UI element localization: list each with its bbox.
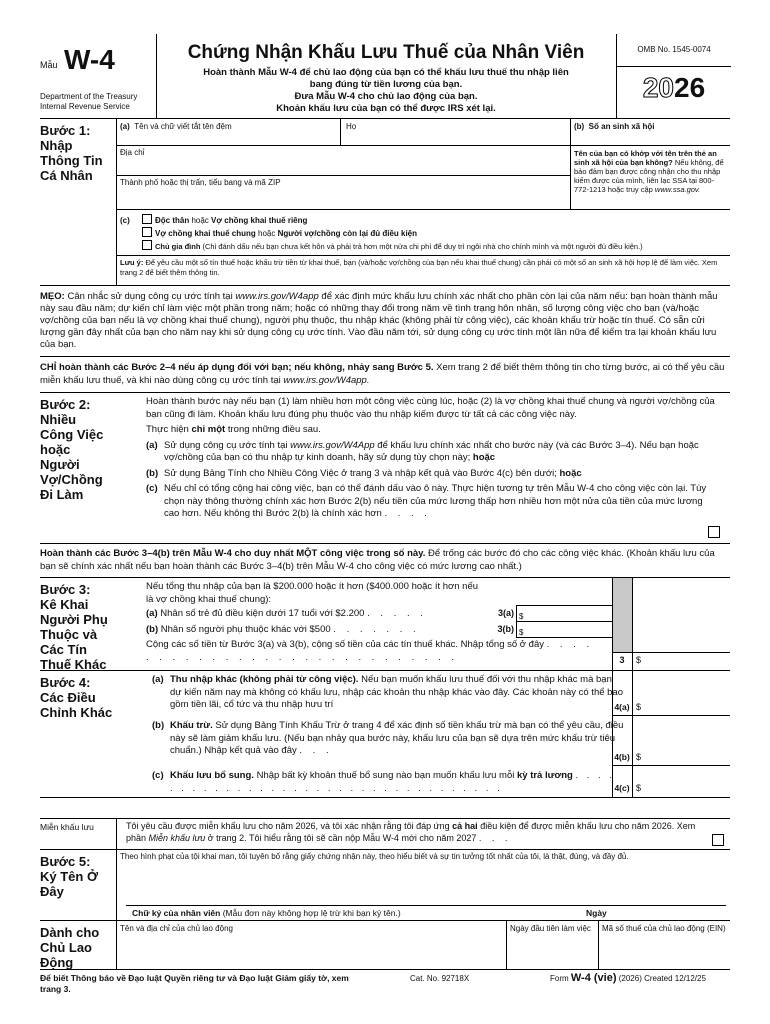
privacy-notice: Để biết Thông báo về Đạo luật Quyền riêng tư và Đạo luật Giảm giấy tờ, xem trang 3. [40,973,349,994]
step-subtitle: Nhập [40,138,73,153]
option-text: (Chỉ đánh dấu nếu bạn chưa kết hôn và phải trả hơn một nửa chi phí để duy trì ngôi nhà cho chính mình và một người đủ điều kiện.) [200,242,643,251]
text: Thu nhập khác (không phải từ công việc). [170,674,359,685]
option-text: Vợ chồng khai thuế riêng [211,216,308,225]
text: trong những điều sau. [225,424,321,435]
tip-text: Cân nhắc sử dụng công cụ ước tính tại [64,291,236,302]
step2-option-c [146,483,730,521]
head-of-household-checkbox[interactable] [142,240,152,250]
note-bold: CHỈ hoàn thành các Bước 2–4 nếu áp dụng đối với bạn; nếu không, nhảy sang Bước 5. [40,362,434,373]
text: Tôi yêu cầu được miễn khấu lưu cho năm 2026, và tôi xác nhận rằng tôi đáp ứng [126,821,453,831]
step1-note [120,258,726,278]
ein-label: Mã số thuế của chủ lao động (EIN) [602,924,726,933]
option-text: Vợ chồng khai thuế chung [155,229,256,238]
tip-text: để xác định mức khấu lưu chính xác nhất cho phần còn lại của năm nếu: bạn hoàn thành mẫu này sau đầu năm; dự kiến chỉ làm việc một phần trong năm; hoặc có những thay đổi trong năm về tình trạng hôn nhân, số lượng công việc cho bạn (và/hoặc vợ/chồng của bạn nếu là vợ chồng khai thuế chung), người phụ thuộc, thu nhập khác (không phải từ công việc), các khoản khấu trừ hoặc tín thuế. Có sẵn cửi lượng gần đây nhất của bạn cho năm nay khi sử dụng công cụ ước tính. Vào đầu năm tới, sử dụng công cụ ước tính một lần nữa để kiểm tra lại khoản khấu lưu của bạn. [40,291,718,350]
leader-dots: . . . [299,745,333,756]
step-title: Bước 4: [40,675,91,690]
name-match-note [574,149,726,194]
form-title: Chứng Nhận Khấu Lưu Thuế của Nhân Viên [187,42,585,63]
text: Cộng các số tiền từ Bước 3(a) và 3(b), cộng số tiền của các tín thuế khác. Nhập tổng số ở đây [146,639,544,650]
instruction-line: bang đúng từ tiền lương của bạn. [309,79,463,90]
step4-label [40,675,116,720]
line-4b-number: 4(b) [614,752,630,762]
step4-section [40,671,730,798]
text: hoặc [472,452,496,463]
exempt-text [126,821,716,844]
estimator-url[interactable]: www.irs.gov/W4app. [283,374,370,386]
leader-dots: . . . [478,832,512,843]
item-marker: (a) [120,122,130,131]
step-subtitle: Cá Nhân [40,168,93,183]
step-subtitle: Thuế Khác [40,657,107,672]
item-marker: (c) [120,216,130,225]
tax-year [617,72,731,104]
text: (2026) Created 12/12/25 [616,974,706,983]
form-word: Mẫu [40,60,58,70]
note-label: Lưu ý: [120,258,144,267]
item-marker: (b) [574,122,585,131]
item-marker: (b) [146,624,159,635]
form-id-box [40,34,157,118]
ssa-url[interactable]: www.ssa.gov. [654,185,701,194]
city-field[interactable] [120,178,281,187]
text: Nhân số trẻ đủ điều kiện dưới 17 tuổi với $2.200 [157,608,365,619]
item-marker: (b) [146,467,159,479]
filing-status-married[interactable] [120,227,643,240]
step2-label [40,397,116,502]
note-bold: Hoàn thành các Bước 3–4(b) trên Mẫu W-4 cho duy nhất MỘT công việc trong số này. [40,548,426,559]
leader-dots: . . . . . . . [333,624,420,635]
estimator-url[interactable]: www.irs.gov/W4app [235,291,319,302]
line-4c-number: 4(c) [614,783,630,793]
item-marker: (a) [146,439,158,451]
step3-label [40,582,116,672]
estimator-url[interactable]: www.irs.gov/W4App [290,439,375,451]
option-text: hoặc [255,229,278,238]
step-title: Bước 2: [40,397,91,412]
employer-name-label: Tên và địa chỉ của chủ lao động [120,924,233,933]
item-marker: (a) [152,674,164,685]
dollar-sign: $ [636,752,642,762]
tip-section [40,286,730,357]
catalog-number: Cat. No. 92718X [410,974,470,983]
signature-label [132,908,401,918]
step5-section [40,850,730,921]
step3-sum-line [146,639,606,664]
step3-b-line [146,624,486,637]
step-subtitle: Chỉnh Khác [40,705,113,720]
item-marker: (c) [152,770,164,781]
step-title: Bước 5: [40,854,91,869]
step-subtitle: Thuộc và [40,627,98,642]
step2-intro: Hoàn thành bước này nếu bạn (1) làm nhiều hơn một công việc cùng lúc, hoặc (2) là vợ chồng khai thuế chung và người vợ/chồng của bạn cũng đi làm. Khoản khấu lưu đúng phụ thuộc vào thu nhập kiếm được từ tất cả các công việc này. [146,396,715,420]
line-3-input[interactable] [636,655,641,665]
text: hoặc [559,467,582,479]
form-footer [40,970,730,1000]
exempt-section [40,819,730,850]
step-title: Bước 3: [40,582,91,597]
step3-intro: Nếu tổng thu nhập của bạn là $200.000 hoặc ít hơn ($400.000 hoặc ít hơn nếu là vợ chồng khai thuế chung): [146,581,479,605]
last-name-field[interactable] [346,122,356,131]
tip-label: MẸO: [40,291,65,302]
two-jobs-checkbox[interactable] [708,526,720,538]
dollar-sign: $ [636,655,642,665]
filing-status-head[interactable] [120,240,643,253]
dollar-sign: $ [636,783,642,793]
w4-form [40,34,730,1000]
department-name: Department of the Treasury [40,92,138,101]
text: Nhân số người phụ thuộc khác với $500 [158,624,331,635]
line-4a-input[interactable] [636,702,641,712]
form-header [40,34,730,119]
text: Khấu trừ. [170,720,213,731]
text: kỳ trả lương [516,770,573,781]
ssn-label: Số an sinh xã hội [588,122,655,131]
filing-status-single[interactable] [120,214,643,227]
text: Miễn khấu lưu [148,832,206,843]
address-field[interactable] [120,148,144,157]
step-subtitle: Chủ Lao [40,940,92,955]
step-subtitle: Các Tín [40,642,87,657]
employer-label [40,925,116,970]
step-subtitle: Thông Tin [40,153,103,168]
instruction-line: Hoàn thành Mẫu W-4 để chủ lao động của bạn có thể khấu lưu thuế thu nhập liên [203,67,569,78]
text: Sử dụng Bảng Tính cho Nhiều Công Việc ở trang 3 và nhập kết quả vào Bước 4(c) bên dưới; [164,467,560,479]
option-text: Độc thân [155,216,190,225]
name-match-question: Tên của bạn có khớp với tên trên thẻ an sinh xã hội của bạn không? [574,149,717,167]
text: Nếu chỉ có tổng cộng hai công việc, bạn có thể đánh dấu vào ô này. Thực hiện tương tự trên Mẫu W-4 cho công việc còn lại. Tùy chọn này thông thường chính xác hơn Bước 2(b) nếu tiền của mức lương thấp hơn nhiều hơn một nửa của tiền của mức lương cao hơn. Nếu không thì Bước 2(b) là chính xác hơn [164,483,707,519]
item-marker: (c) [146,483,158,494]
step-subtitle: Kê Khai [40,597,89,612]
note-text: Để yêu cầu một số tín thuế hoặc khấu trừ tiền từ khai thuế, bạn (và/hoặc vợ/chồng của bạn nếu khai thuế chung) cần phải có một số an sinh xã hội hợp lệ để làm việc. Xem trang 2 để biết thêm thông tin. [120,258,718,277]
only-complete-note [40,357,730,393]
option-text: hoặc [189,216,212,225]
exempt-checkbox[interactable] [712,834,724,846]
step-subtitle: Vợ/Chồng [40,472,103,487]
first-name-label: Tên và chữ viết tắt tên đệm [134,122,232,131]
title-box [156,34,616,118]
ein-field[interactable] [602,924,726,934]
omb-number: OMB No. 1545-0074 [617,34,731,67]
step-subtitle: Đi Làm [40,487,84,502]
dollar-sign: $ [519,628,524,637]
line-4a-number: 4(a) [614,702,630,712]
married-checkbox[interactable] [142,227,152,237]
step2-body [146,396,730,521]
step-subtitle: Nhiều [40,412,77,427]
option-text: Chủ gia đình [155,242,201,251]
filing-status [120,214,643,253]
step-subtitle: Đây [40,884,64,899]
first-date-field[interactable] [510,924,594,934]
employer-section [40,921,730,970]
note-text: Để trống các bước đó cho các công việc khác. (Khoản khấu lưu của bạn sẽ chính xác nhất nếu bạn hoàn thành các Bước 3–4(b) trên Mẫu W-4 cho công việc có mức lương cao nhất.) [40,548,715,572]
item-marker: (a) [146,608,158,619]
step-subtitle: Động [40,955,74,970]
do-one-line [146,424,730,437]
address-label: Địa chỉ [120,148,145,157]
step4-b [152,720,624,758]
instruction-line: Khoản khấu lưu của bạn có thể được IRS xét lại. [276,103,496,114]
form-number: W-4 [64,44,115,75]
text: Nếu bạn muốn khấu lưu thuế đối với thu nhập khác mà bạn dự kiến năm nay mà không có khấu lưu, nhập các khoản thu nhập khác vào đây. Các khoản này có thể bao gồm tiền lãi, cổ tức và thu nhập hưu trí [170,674,624,710]
line-3-number: 3 [619,655,625,665]
employer-name-field[interactable] [120,924,233,933]
text: Chữ ký của nhân viên [132,908,221,918]
step5-label [40,854,116,899]
step1-section [40,119,730,286]
step1-label [40,123,116,183]
text: Khấu lưu bổ sung. [170,770,254,781]
department [40,92,137,112]
text: Sử dụng Bảng Tính Khấu Trừ ở trang 4 để xác định số tiền khấu trừ mà bạn có thể yêu cầu, điều này sẽ làm giảm khấu lưu. (Nếu bạn nhảy qua bước này, khấu lưu của bạn sẽ dựa trên mức khấu trừ tiêu chuẩn.) Nhập kết quả vào đây [170,720,624,756]
signature-field[interactable] [126,874,586,904]
line-3b-input[interactable] [516,621,613,638]
step-title: Bước 1: [40,123,91,138]
text: Nhập bất kỳ khoản thuế bổ sung nào bạn muốn khấu lưu mỗi [253,770,517,781]
note-text: Xem trang 2 để biết thêm thông tin cho từng bước, ai có thể yêu cầu miễn khấu lưu thuế, và khi nào dùng công cụ ước tính tại [40,362,725,386]
step3-a-line [146,608,486,621]
text: điều kiện để được miễn khấu lưu cho năm 2026. Xem phần [126,821,696,843]
omb-box [616,34,731,118]
leader-dots: . . . . . [367,608,427,619]
last-name-label: Họ [346,122,357,131]
line-3b-number: 3(b) [497,624,514,634]
year-outline: 20 [642,72,674,103]
ssn-field[interactable] [574,122,654,131]
first-date-label: Ngày đầu tiên làm việc [510,924,591,933]
step4-a [152,674,624,712]
spacer [40,798,730,819]
option-text: Người vợ/chồng còn lại đủ điều kiện [277,229,418,238]
step-title: Dành cho [40,925,100,940]
irs-name: Internal Revenue Service [40,102,130,111]
text: Sử dụng công cụ ước tính tại [164,439,291,451]
line-4c-input[interactable] [636,783,641,793]
step2-section [40,393,730,544]
perjury-statement: Theo hình phạt của tội khai man, tôi tuyên bố rằng giấy chứng nhận này, theo hiểu biết và sự tin tưởng tốt nhất của tôi, là thật, đúng, và đầy đủ. [120,852,629,861]
step-subtitle: Các Điều [40,690,96,705]
date-label: Ngày [586,908,607,918]
step2-option-b [146,468,730,481]
line-3a-input[interactable] [516,605,613,622]
text: Form [550,974,571,983]
instruction-line: Đưa Mẫu W-4 cho chủ lao động của bạn. [294,91,478,102]
step-subtitle: Người Phụ [40,612,108,627]
text: Thực hiện [146,424,192,435]
leader-dots: . . . . . . . . . . . . . . . . . . . . . . . . . . . . . . . . . . [170,770,615,794]
text: ở trang 2. Tôi hiểu rằng tôi sẽ cần nộp Mẫu W-4 mới cho năm 2027 [205,832,477,843]
line-4b-input[interactable] [636,752,641,762]
item-marker: (b) [152,720,165,731]
dollar-sign: $ [519,612,524,621]
complete-one-job-note [40,544,730,578]
step-subtitle: Ký Tên Ở [40,869,99,884]
step2-option-a [146,440,730,465]
step4-c [152,770,624,795]
form-instructions [156,67,616,115]
single-checkbox[interactable] [142,214,152,224]
name-match-text: Nếu không, để bảo đảm bạn được công nhận cho thu nhập kiếm được của mình, liên lạc SSA tại 800-772-1213 hoặc truy cập [574,158,724,194]
text: (Mẫu đơn này không hợp lệ trừ khi bạn ký tên.) [220,908,401,918]
first-name-field[interactable] [120,122,232,131]
text: cả hai [452,821,478,831]
step-subtitle: hoặc [40,442,71,457]
year-solid: 26 [674,72,706,103]
step-subtitle: Người [40,457,80,472]
step-subtitle: Công Việc [40,427,104,442]
text: chỉ một [191,424,226,435]
leader-dots: . . . . [384,508,431,519]
text: để khấu lưu chính xác nhất cho bước này (và các Bước 3–4). Nếu bạn hoặc vợ/chồng của bạn có thu nhập tự kinh doanh, hãy sử dụng tùy chọn này; [164,439,699,463]
city-label: Thành phố hoặc thị trấn, tiểu bang và mã ZIP [120,178,281,187]
exempt-label: Miễn khấu lưu [40,822,94,832]
leader-dots: . . . . . . . . . . . . . . . . . . . . . . . . . . . . [146,639,594,663]
text: W-4 (vie) [570,972,617,984]
dollar-sign: $ [636,702,642,712]
form-footer-id [550,972,706,984]
line-3a-number: 3(a) [497,608,514,618]
step3-section [40,578,730,671]
